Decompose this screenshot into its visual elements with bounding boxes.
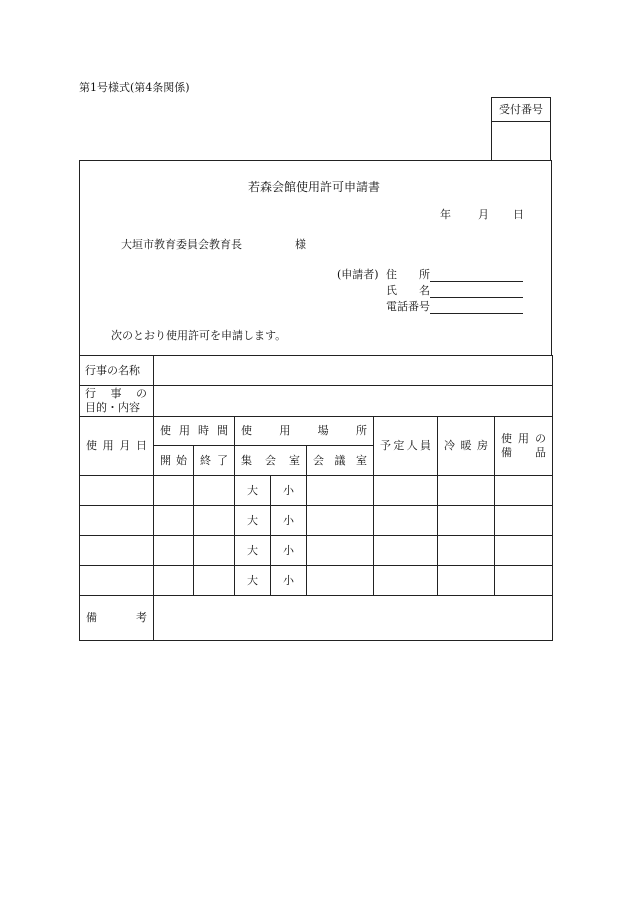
expected-people-field[interactable] xyxy=(374,566,438,596)
remarks-label: 備 考 xyxy=(80,596,154,641)
table-row xyxy=(80,566,553,596)
purpose-label xyxy=(80,386,154,417)
purpose-field[interactable] xyxy=(154,386,553,417)
equipment-label-line1: 使用の xyxy=(501,432,546,446)
assembly-large-option[interactable]: 大 xyxy=(235,566,271,596)
purpose-row xyxy=(80,386,553,417)
request-statement: 次のとおり使用許可を申請します。 xyxy=(111,329,287,342)
receipt-number-label: 受付番号 xyxy=(492,98,550,122)
start-label: 開始 xyxy=(154,446,194,476)
heating-cooling-field[interactable] xyxy=(438,566,495,596)
table-row xyxy=(80,476,553,506)
assembly-small-option[interactable]: 小 xyxy=(271,476,307,506)
usage-date-field[interactable] xyxy=(80,536,154,566)
heating-cooling-field[interactable] xyxy=(438,506,495,536)
assembly-large-option[interactable]: 大 xyxy=(235,476,271,506)
usage-time-label: 使用時間 xyxy=(154,417,235,446)
equipment-field[interactable] xyxy=(495,566,553,596)
start-time-field[interactable] xyxy=(154,536,194,566)
meeting-room-field[interactable] xyxy=(307,566,374,596)
equipment-label xyxy=(495,417,553,476)
name-line[interactable] xyxy=(430,297,523,298)
usage-date-field[interactable] xyxy=(80,566,154,596)
start-time-field[interactable] xyxy=(154,566,194,596)
document-title: 若森会館使用許可申請書 xyxy=(248,180,381,194)
purpose-label-line2: 目的・内容 xyxy=(85,401,140,414)
expected-people-field[interactable] xyxy=(374,506,438,536)
event-name-label: 行事の名称 xyxy=(80,356,154,386)
end-time-field[interactable] xyxy=(194,566,235,596)
phone-label: 電話番号 xyxy=(386,300,430,313)
equipment-field[interactable] xyxy=(495,536,553,566)
assembly-large-option[interactable]: 大 xyxy=(235,506,271,536)
meeting-room-field[interactable] xyxy=(307,506,374,536)
usage-date-field[interactable] xyxy=(80,476,154,506)
assembly-small-option[interactable]: 小 xyxy=(271,506,307,536)
phone-line[interactable] xyxy=(430,313,523,314)
date-year-unit: 年 xyxy=(440,208,451,221)
usage-date-label: 使用月日 xyxy=(80,417,154,476)
usage-date-field[interactable] xyxy=(80,506,154,536)
heating-cooling-label: 冷暖房 xyxy=(438,417,495,476)
date-month-unit: 月 xyxy=(478,208,489,221)
table-row xyxy=(80,536,553,566)
equipment-field[interactable] xyxy=(495,506,553,536)
address-line[interactable] xyxy=(430,281,523,282)
table-row xyxy=(80,506,553,536)
assembly-small-option[interactable]: 小 xyxy=(271,536,307,566)
purpose-label-line1: 行 事 の xyxy=(85,387,147,401)
equipment-field[interactable] xyxy=(495,476,553,506)
equipment-label-line2: 備 品 xyxy=(501,446,546,459)
usage-place-label: 使 用 場 所 xyxy=(235,417,374,446)
end-time-field[interactable] xyxy=(194,506,235,536)
heating-cooling-field[interactable] xyxy=(438,476,495,506)
remarks-field[interactable] xyxy=(154,596,553,641)
expected-people-label: 予定人員 xyxy=(374,417,438,476)
end-label: 終了 xyxy=(194,446,235,476)
form-caption: 第1号様式(第4条関係) xyxy=(79,81,190,94)
remarks-row xyxy=(80,596,553,641)
date-day-unit: 日 xyxy=(513,208,524,221)
expected-people-field[interactable] xyxy=(374,536,438,566)
event-name-row xyxy=(80,356,553,386)
start-time-field[interactable] xyxy=(154,506,194,536)
header-row-1 xyxy=(80,417,553,446)
end-time-field[interactable] xyxy=(194,536,235,566)
application-table xyxy=(79,355,553,641)
expected-people-field[interactable] xyxy=(374,476,438,506)
start-time-field[interactable] xyxy=(154,476,194,506)
end-time-field[interactable] xyxy=(194,476,235,506)
meeting-room-label: 会議室 xyxy=(307,446,374,476)
event-name-field[interactable] xyxy=(154,356,553,386)
address-label: 住 所 xyxy=(386,268,430,281)
heating-cooling-field[interactable] xyxy=(438,536,495,566)
addressee: 大垣市教育委員会教育長 xyxy=(121,238,242,251)
assembly-hall-label: 集会室 xyxy=(235,446,307,476)
applicant-prefix: (申請者) xyxy=(337,268,379,281)
receipt-number-box xyxy=(491,97,551,161)
honorific: 様 xyxy=(295,238,306,251)
assembly-small-option[interactable]: 小 xyxy=(271,566,307,596)
assembly-large-option[interactable]: 大 xyxy=(235,536,271,566)
name-label: 氏 名 xyxy=(386,284,430,297)
meeting-room-field[interactable] xyxy=(307,476,374,506)
meeting-room-field[interactable] xyxy=(307,536,374,566)
